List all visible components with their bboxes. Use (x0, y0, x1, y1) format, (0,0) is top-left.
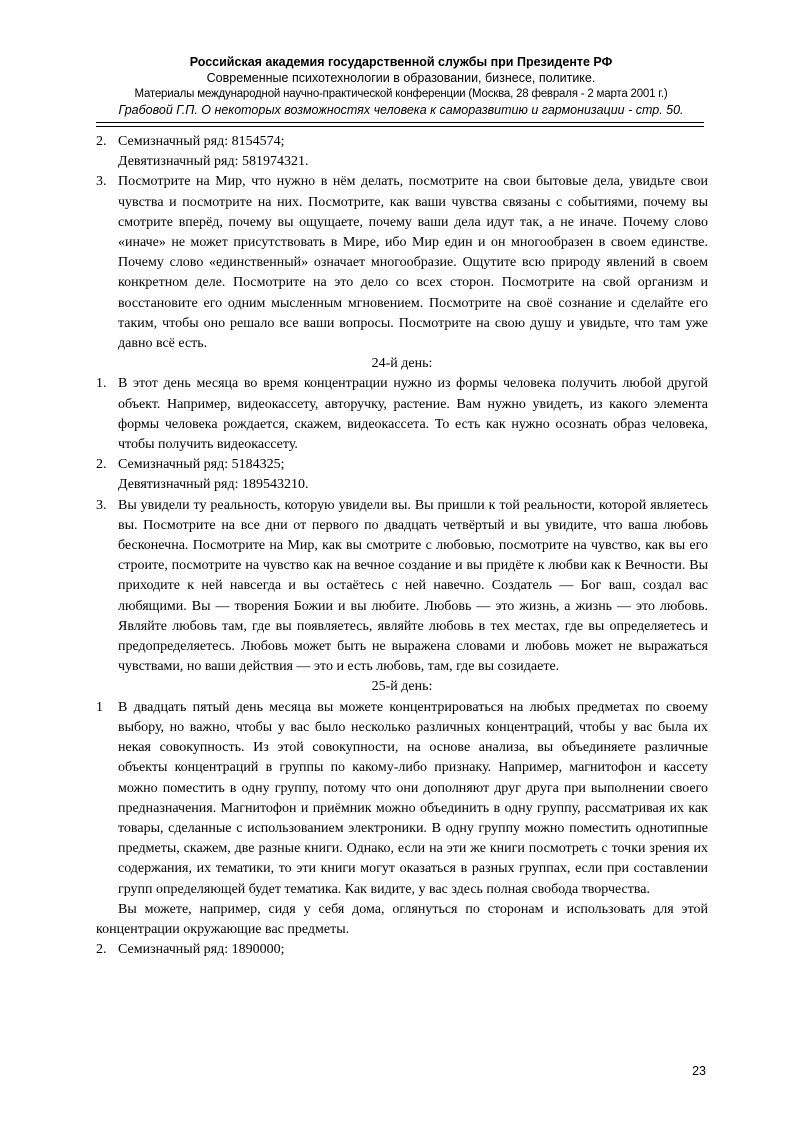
header-rule-top (96, 122, 704, 123)
header-rule-bottom (96, 126, 704, 127)
header-conference-materials: Материалы международной научно-практической конференции (Москва, 28 февраля - 2 марта 2001 г.) (134, 88, 668, 100)
list-item (96, 374, 708, 455)
list-item (96, 496, 708, 678)
list-item (96, 172, 708, 354)
list-item-number: 1 (96, 699, 103, 715)
list-item-line: Девятизначный ряд: 189543210. (118, 477, 309, 493)
day-title: 25-й день: (371, 679, 433, 695)
list-item (96, 940, 708, 960)
list-item (96, 132, 708, 172)
list-item-line: Девятизначный ряд: 581974321. (118, 154, 309, 170)
list-item-text: В этот день месяца во время концентрации нужно из формы человека получить любой другой объект. Например, видеокассету, авторучку, растение. Вам нужно увидеть, из какого элемента формы человека рождается, скажем, видеокассета. То есть как нужно осознать образ человека, чтобы получить видеокассету. (118, 376, 708, 453)
list-item-number: 1. (96, 376, 107, 392)
page-header (96, 54, 706, 118)
list-item-line: Семизначный ряд: 8154574; (118, 134, 285, 149)
header-topic: Современные психотехнологии в образовании, бизнесе, политике. (206, 71, 596, 85)
page-number: 23 (692, 1064, 706, 1078)
paragraph-text: Вы можете, например, сидя у себя дома, оглянуться по сторонам и использовать для этой концентрации окружающие вас предметы. (96, 901, 708, 937)
header-source: Грабовой Г.П. О некоторых возможностях человека к саморазвитию и гармонизации - стр. 50. (118, 103, 684, 117)
list-item-number: 2. (96, 134, 107, 149)
day-title: 24-й день: (371, 356, 433, 372)
list-item-number: 3. (96, 174, 107, 190)
list-item-number: 2. (96, 457, 107, 473)
list-item-text: В двадцать пятый день месяца вы можете концентрироваться на любых предметах по своему выбору, но важно, чтобы у вас было несколько различных концентраций, чтобы у вас была их некая совокупность. Из этой совокупности, на основе анализа, вы объединяете различные объекты концентраций в группы по какому-либо признаку. Например, магнитофон и кассету можно поместить в одну группу, потому что они дополняют друг друга при выполнении своего предназначения. Магнитофон и приёмник можно объединить в одну группу, рассматривая их как товары, сделанные с использованием электроники. В одну группу можно поместить однотипные предметы, скажем, две разные книги. Однако, если на эти же книги посмотреть с точки зрения их содержания, их тематики, то эти книги могут оказаться в разных группах, если при составлении групп определяющей будет тематика. Как видите, у вас здесь полная свобода творчества. (118, 699, 708, 897)
list-item (96, 455, 708, 495)
list-item-text: Вы увидели ту реальность, которую увидели вы. Вы пришли к той реальности, которой являетесь вы. Посмотрите на все дни от первого по двадцать четвёртый и вы увидите, что ваша любовь бесконечна. Посмотрите на Мир, как вы смотрите с любовью, посмотрите на чувство, как вы его строите, посмотрите на чувство как на вечное создание и вы придёте к любви как к Вечности. Вы приходите к ней навсегда и вы остаётесь с ней навечно. Создатель — Бог ваш, создал вас любящими. Вы — творения Божии и вы любите. Любовь — это жизнь, а жизнь — это любовь. Являйте любовь там, где вы появляетесь, являйте любовь в тех местах, где вы определяетесь и предопределяетесь. Любовь может быть не выражена словами и любовь может не выражаться чувствами, но ваши действия — это и есть любовь, там, где вы созидаете. (118, 497, 708, 675)
list-item-line: Семизначный ряд: 1890000; (118, 942, 285, 958)
paragraph (96, 900, 708, 940)
list-item (96, 698, 708, 900)
list-item-text: Посмотрите на Мир, что нужно в нём делать, посмотрите на свои бытовые дела, увидьте свои чувства и посмотрите на них. Посмотрите, как ваши чувства связаны с событиями, почему вы смотрите вперёд, почему вы ощущаете, почему ваши дела идут так, а не иначе. Почему слово «иначе» не может присутствовать в Мире, ибо Мир един и он многообразен в своем единстве. Почему слово «единственный» означает многообразие. Ощутите всю природу явлений в своем конкретном деле. Посмотрите на это дело со всех сторон. Посмотрите на свой организм и восстановите его одним мысленным мгновением. Посмотрите на своё сознание и сделайте его таким, чтобы оно решало все ваши вопросы. Посмотрите на свою душу и увидьте, что там уже давно всё есть. (118, 174, 708, 352)
list-item-line: Семизначный ряд: 5184325; (118, 457, 285, 473)
header-organization: Российская академия государственной службы при Президенте РФ (189, 55, 613, 69)
list-item-number: 3. (96, 497, 107, 513)
list-item-number: 2. (96, 942, 107, 958)
document-body (96, 132, 708, 960)
